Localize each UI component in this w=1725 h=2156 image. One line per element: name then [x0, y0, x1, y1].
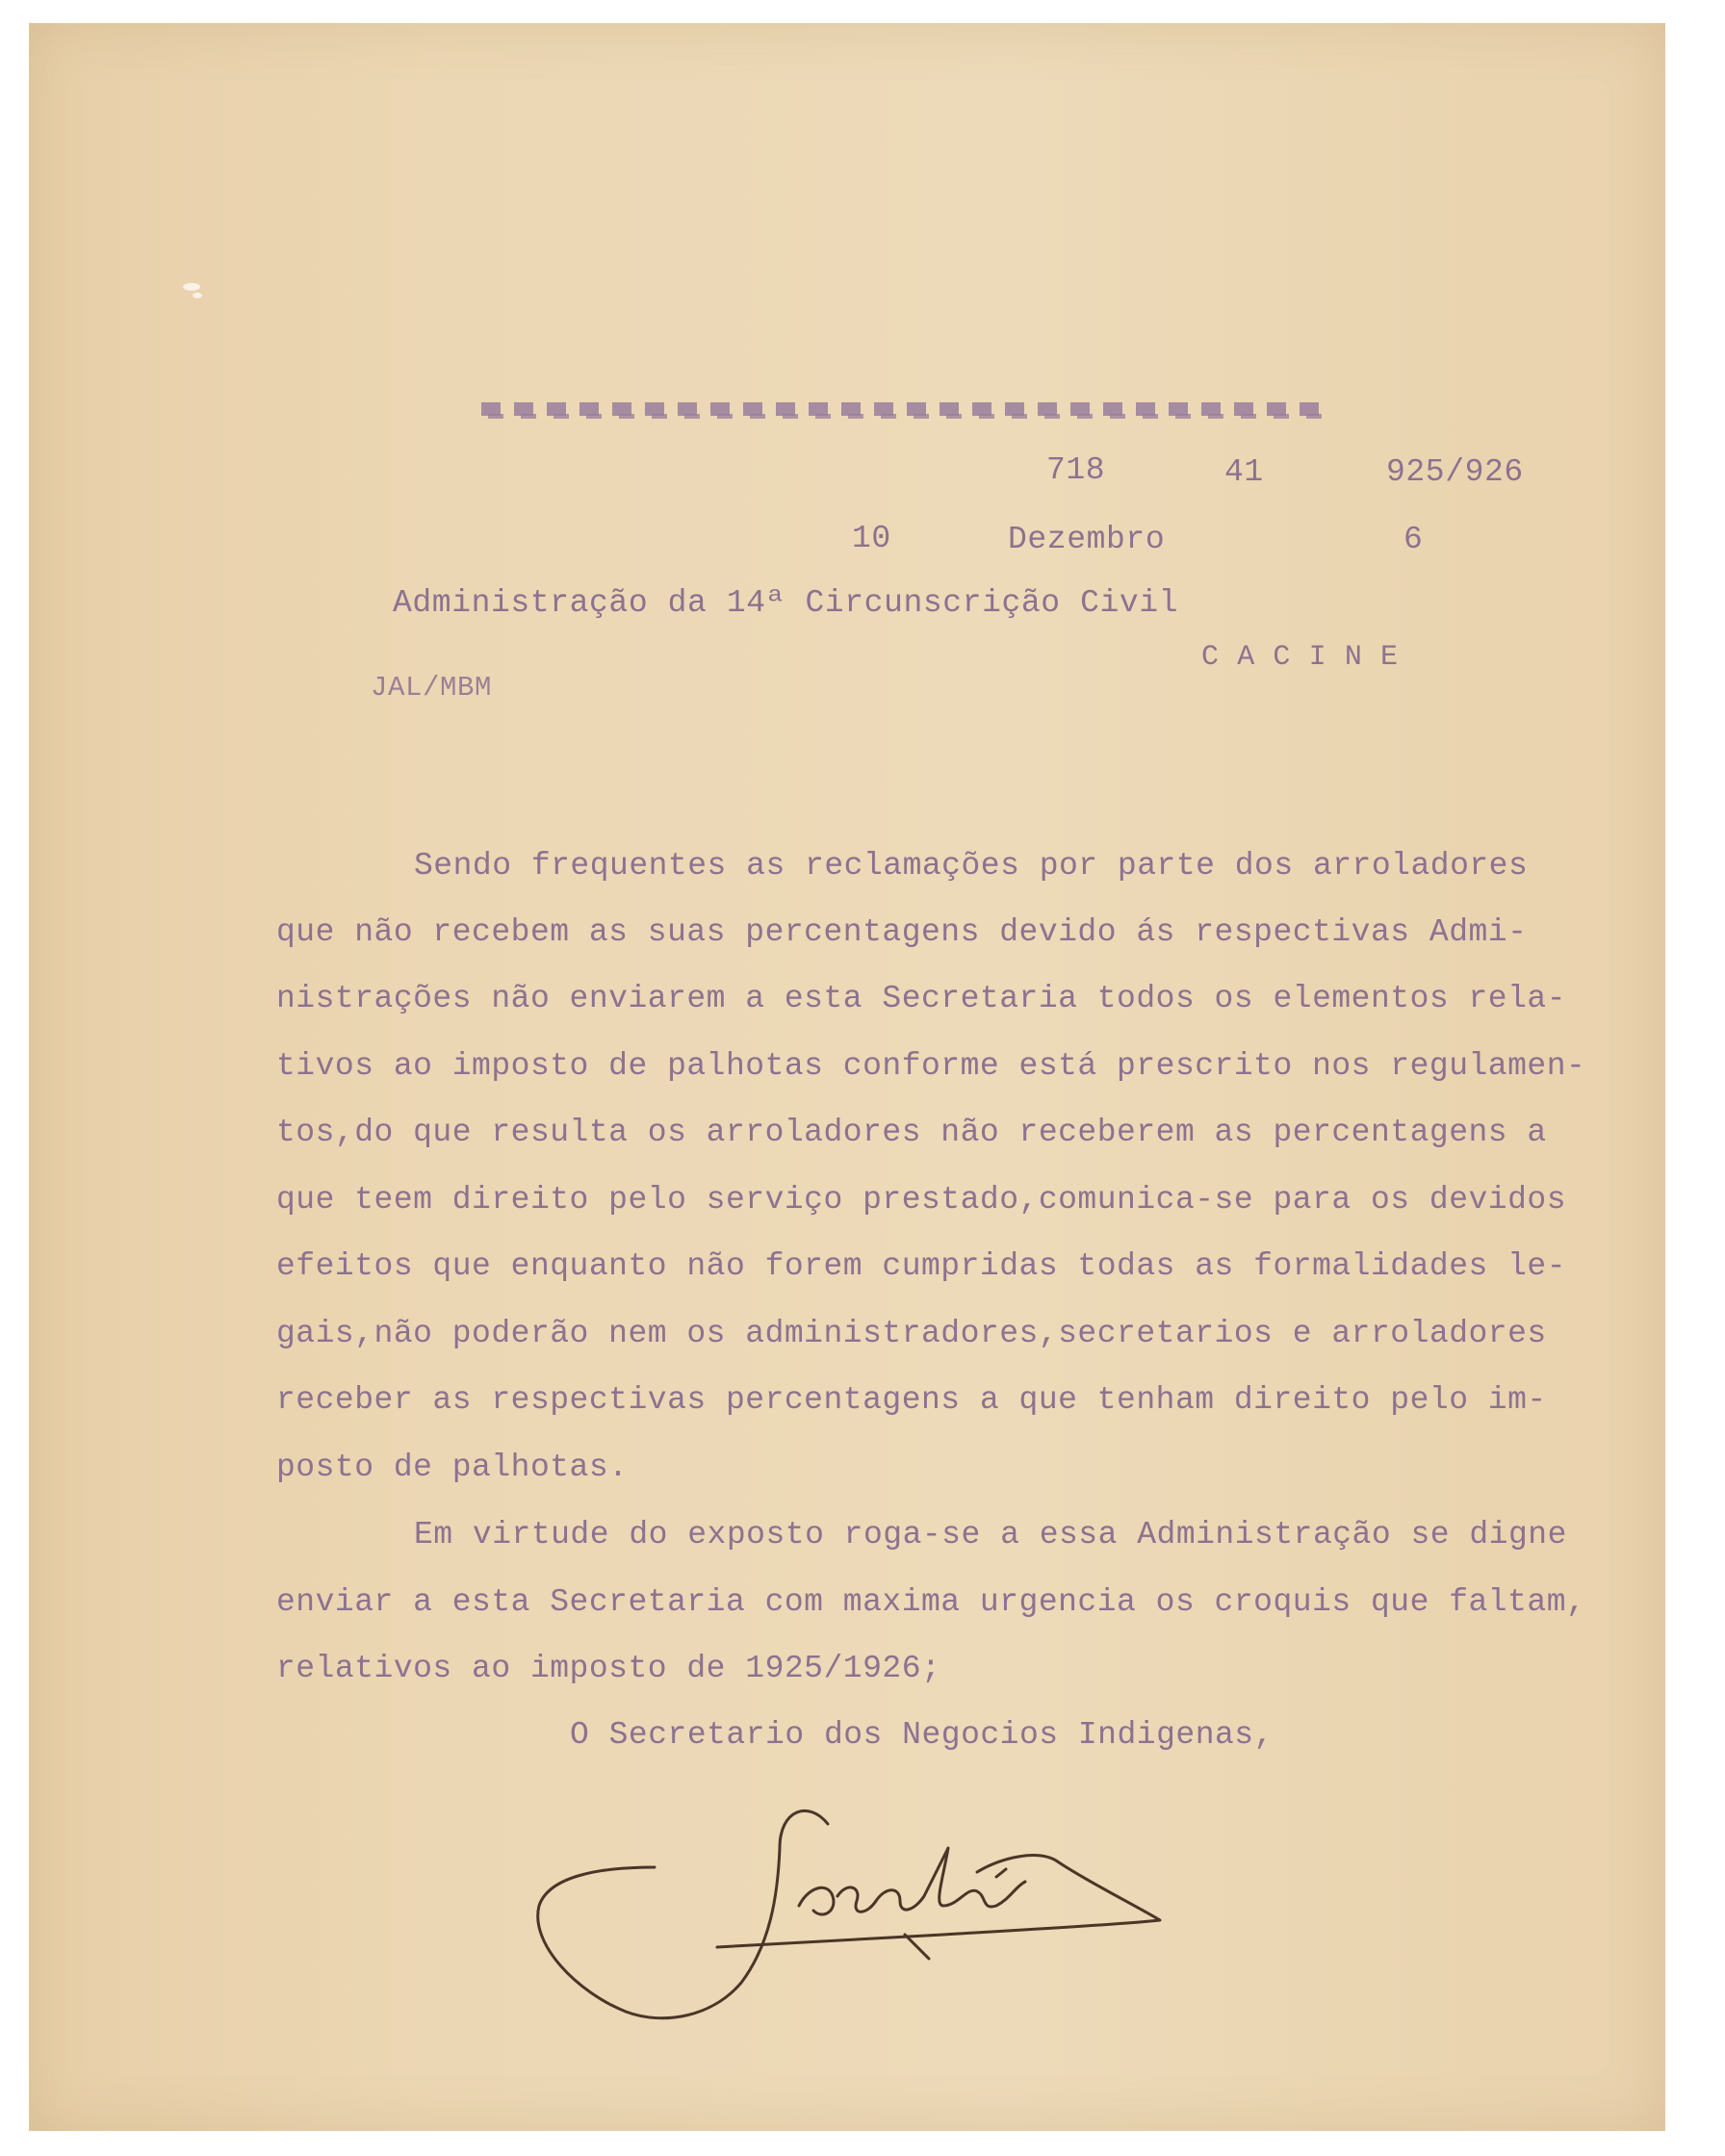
location-name: C A C I N E	[1201, 641, 1399, 674]
addressee-line: Administração da 14ª Circunscrição Civil	[393, 585, 1179, 621]
date-year-digit: 6	[1403, 522, 1424, 557]
closing-line: O Secretario dos Negocios Indigenas,	[570, 1717, 1274, 1753]
body-line: Sendo frequentes as reclamações por parte dos arroladores	[414, 848, 1529, 884]
body-line: tivos ao imposto de palhotas conforme está prescrito nos regulamen-	[276, 1048, 1586, 1084]
reference-code: 41	[1224, 454, 1264, 490]
paper-blemish	[183, 283, 200, 291]
body-line: enviar a esta Secretaria com maxima urgencia os croquis que faltam,	[276, 1584, 1586, 1620]
body-line: nistrações não enviarem a esta Secretaria todos os elementos rela-	[276, 981, 1567, 1016]
body-line: receber as respectivas percentagens a que tenham direito pelo im-	[276, 1382, 1547, 1418]
body-line: posto de palhotas.	[276, 1450, 629, 1485]
typist-initials: JAL/MBM	[371, 672, 493, 704]
paper-blemish	[193, 293, 202, 298]
handwritten-signature	[520, 1790, 1194, 2040]
date-day: 10	[852, 521, 891, 556]
body-line: Em virtude do exposto roga-se a essa Administração se digne	[414, 1517, 1567, 1553]
body-line: que teem direito pelo serviço prestado,comunica-se para os devidos	[276, 1182, 1567, 1218]
body-line: tos,do que resulta os arroladores não receberem as percentagens a	[276, 1115, 1547, 1150]
body-line: gais,não poderão nem os administradores,secretarios e arroladores	[276, 1316, 1547, 1351]
reference-year: 925/926	[1386, 454, 1524, 490]
body-line: relativos ao imposto de 1925/1926;	[276, 1651, 941, 1686]
body-line: efeitos que enquanto não forem cumpridas todas as formalidades le-	[276, 1248, 1567, 1284]
header-dashed-rule-lower	[488, 414, 1328, 419]
reference-number: 718	[1046, 452, 1106, 488]
body-line: que não recebem as suas percentagens devido ás respectivas Admi-	[276, 914, 1528, 950]
date-month: Dezembro	[1008, 522, 1166, 557]
